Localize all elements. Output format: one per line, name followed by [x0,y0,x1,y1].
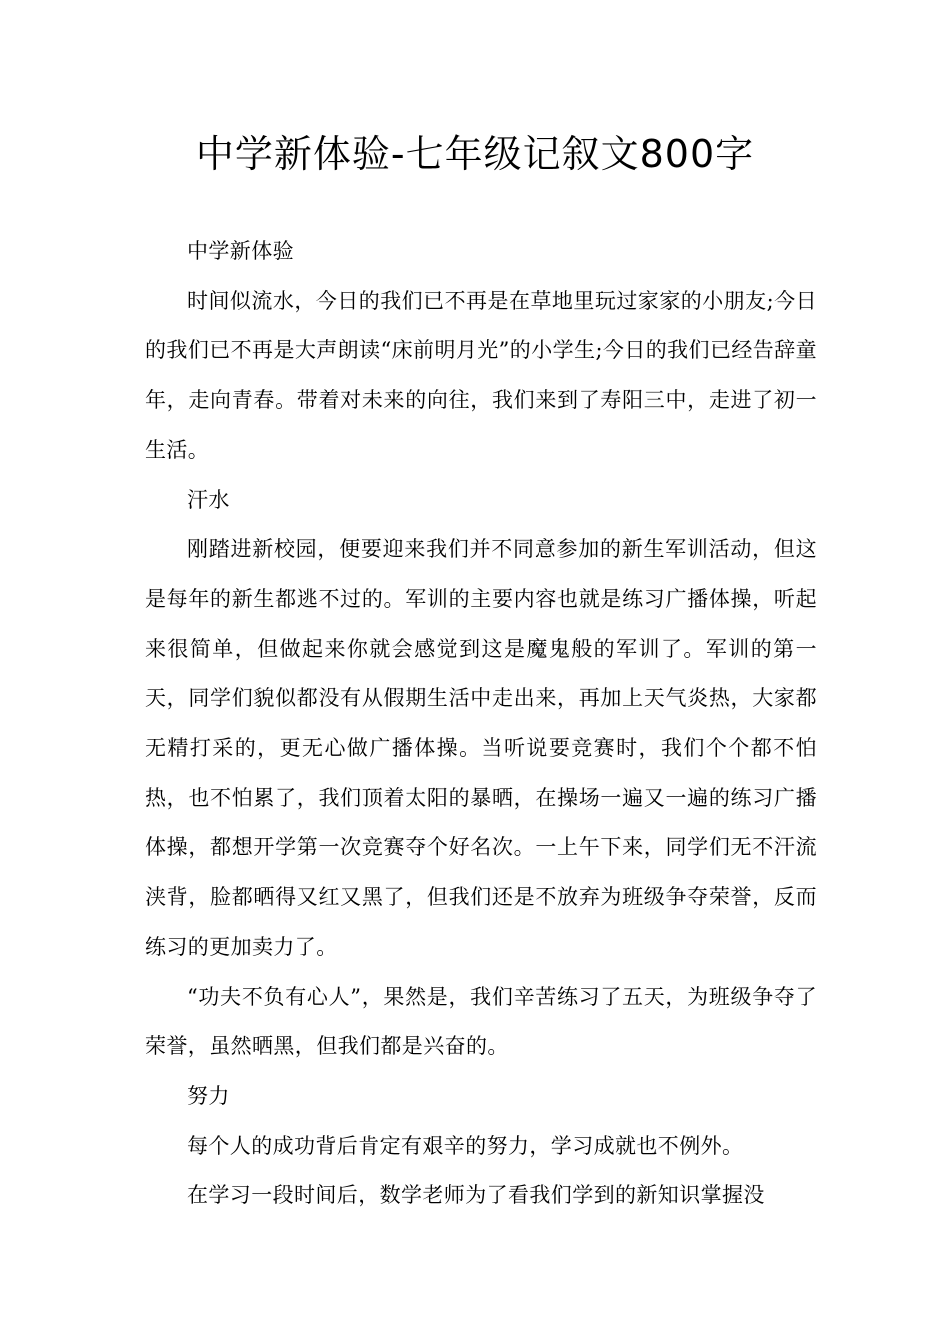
section-heading: 汗水 [187,487,230,512]
section-heading: 努力 [187,1083,230,1108]
section-heading: 中学新体验 [187,239,294,263]
paragraph: 刚踏进新校园，便要迎来我们并不同意参加的新生军训活动，但这是每年的新生都逃不过的。军训的主要内容也就是练习广播体操，听起来很简单，但做起来你就会感觉到这是魔鬼般的军训了。军训的第一天，同学们貌似都没有从假期生活中走出来，再加上天气炎热，大家都无精打采的，更无心做广播体操。当听说要竞赛时，我们个个都不怕热，也不怕累了，我们顶着太阳的暴晒，在操场一遍又一遍的练习广播体操，都想开学第一次竞赛夺个好名次。一上午下来，同学们无不汗流浃背，脸都晒得又红又黑了，但我们还是不放弃为班级争夺荣誉，反而练习的更加卖力了。 [145,537,817,959]
paragraph: 在学习一段时间后，数学老师为了看我们学到的新知识掌握没 [187,1183,765,1208]
paragraph: 每个人的成功背后肯定有艰辛的努力，学习成就也不例外。 [187,1133,744,1158]
paragraph: “功夫不负有心人”，果然是，我们辛苦练习了五天，为班级争夺了荣誉，虽然晒黑，但我们都是兴奋的。 [145,984,817,1059]
document-title: 中学新体验-七年级记叙文800字 [195,132,755,176]
document-body [145,227,817,1221]
paragraph: 时间似流水，今日的我们已不再是在草地里玩过家家的小朋友;今日的我们已不再是大声朗读“床前明月光”的小学生;今日的我们已经告辞童年，走向青春。带着对未来的向往，我们来到了寿阳三中，走进了初一生活。 [145,288,817,462]
